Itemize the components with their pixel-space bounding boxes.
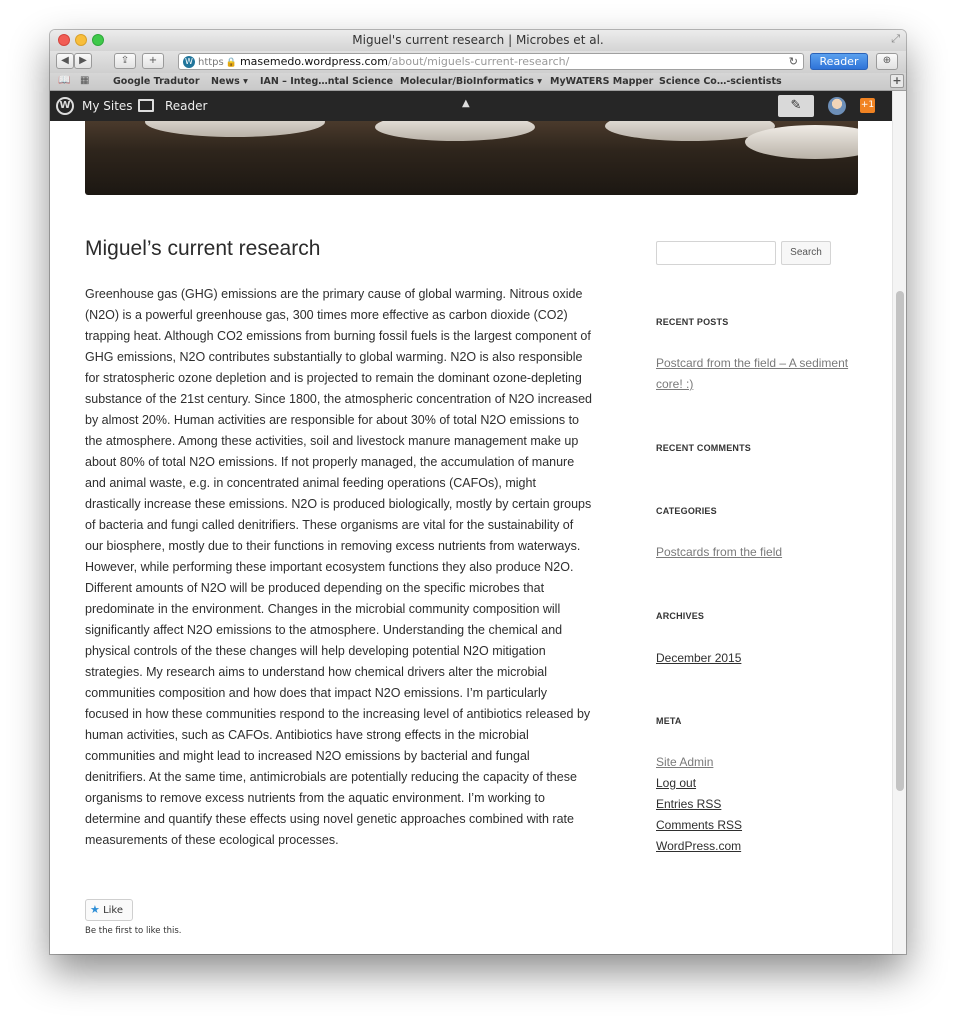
forward-button[interactable]: ▶: [74, 53, 92, 69]
bookmark-molecular[interactable]: Molecular/BioInformatics ▾: [400, 76, 543, 87]
bookmark-news[interactable]: News ▾: [211, 76, 248, 87]
header-image: [85, 121, 858, 195]
recent-post-link[interactable]: Postcard from the field – A sediment core! :): [656, 356, 849, 391]
url-scheme: https: [198, 57, 224, 68]
bookmark-mywaters[interactable]: MyWATERS Mapper: [550, 76, 654, 87]
scroll-thumb[interactable]: [896, 291, 904, 791]
lock-icon: 🔒: [225, 58, 237, 68]
reader-link[interactable]: Reader: [165, 99, 208, 113]
browser-window: [50, 30, 906, 954]
bookmarks-bar: [50, 73, 906, 91]
search-button[interactable]: Search: [781, 241, 831, 265]
reader-icon[interactable]: [138, 99, 154, 112]
categories-heading: CATEGORIES: [656, 506, 717, 516]
wp-admin-bar: [50, 91, 892, 121]
recent-posts-heading: RECENT POSTS: [656, 317, 729, 327]
bookmark-google-tradutor[interactable]: Google Tradutor: [113, 76, 200, 87]
like-button[interactable]: [85, 899, 133, 921]
meta-wordpress-link[interactable]: WordPress.com: [656, 839, 742, 853]
star-icon: ★: [90, 903, 100, 916]
like-label: Like: [103, 905, 123, 916]
url-domain: masemedo.wordpress.com: [239, 55, 388, 68]
category-link[interactable]: Postcards from the field: [656, 545, 783, 559]
back-button[interactable]: ◀: [56, 53, 74, 69]
recent-comments-heading: RECENT COMMENTS: [656, 443, 751, 453]
reload-icon[interactable]: ↻: [788, 55, 798, 68]
like-status-text: Be the first to like this.: [85, 926, 182, 936]
download-icon[interactable]: ⊕: [876, 53, 898, 70]
url-path: /about/miguels-current-research/: [387, 55, 570, 68]
window-title: Miguel's current research | Microbes et al.: [352, 33, 604, 47]
meta-logout-link[interactable]: Log out: [656, 776, 697, 790]
book-icon[interactable]: 📖: [58, 75, 71, 86]
article-body: Greenhouse gas (GHG) emissions are the primary cause of global warming. Nitrous oxide (N2O) is a powerful greenhouse gas, 300 times more effective as carbon dioxide (CO2) trapping heat. Although CO2 emissions from burning fossil fuels is the largest component of GHG emissions, N2O contributes substantially to global warming. N2O is also responsible for stratospheric ozone depletion and is projected to remain the dominant ozone-depleting substance of the 21st century. Since 1800, the atmospheric concentration of N2O increased by almost 20%. Human activities are responsible for about 30% of total N2O emissions to the atmosphere. Among these activities, soil and livestock manure management make up about 80% of total N2O emissions. If not properly managed, the accumulation of manure and animal waste, e.g. in concentrated animal feeding operations (CAFOs), might drastically increase these emissions. N2O is produced biologically, mostly by certain groups of bacteria and fungi called denitrifiers. These organisms are vital for the sustainability of our biosphere, mostly due to their functions in removing excess nutrients from waterways. However, while performing these important ecosystem functions they also produce N2O. Different amounts of N2O will be produced depending on the specific microbes that predominate in the environment. Changes in the microbial community composition will significantly affect N2O emissions to the atmosphere. Understanding the chemical and physical controls of the these changes will help developing potential N2O mitigation strategies. My research aims to understand how chemical drivers alter the microbial communities composition and how does that impact N2O emissions. I’m particularly focused in how these communities respond to the increasing level of antibiotics released by human activities, such as CAFOs. Antibiotics have strong effects in the microbial communities and might lead to increased N2O emissions by bacterial and fungal denitrifiers. At the same time, antimicrobials are potentially reducing the capacity of these organisms to remove excess nutrients from the aquatic environment. I’m working to determine and quantify these effects using novel genetic approaches combined with rate measurements of these ecological processes.: [85, 287, 593, 847]
archive-link[interactable]: December 2015: [656, 651, 742, 665]
search-input[interactable]: [656, 241, 776, 265]
reader-button[interactable]: Reader: [810, 53, 868, 70]
grid-icon[interactable]: ▦: [80, 75, 90, 86]
address-bar[interactable]: [178, 53, 804, 70]
my-sites-link[interactable]: My Sites: [82, 99, 133, 113]
notifications-icon[interactable]: +1: [860, 98, 875, 113]
bookmark-science[interactable]: Science Co…-scientists: [659, 76, 782, 87]
wordpress-logo-icon[interactable]: W: [56, 97, 74, 115]
fullscreen-icon[interactable]: ⤢: [891, 32, 900, 45]
avatar[interactable]: [828, 97, 846, 115]
scrollbar[interactable]: [892, 91, 906, 954]
wordpress-favicon-icon: W: [183, 56, 195, 68]
meta-entries-rss-link[interactable]: Entries RSS: [656, 797, 722, 811]
new-tab-icon[interactable]: +: [142, 53, 164, 69]
meta-site-admin-link[interactable]: Site Admin: [656, 755, 714, 769]
scroll-top-icon[interactable]: ▲: [462, 98, 470, 109]
title-bar: [50, 30, 906, 52]
share-icon[interactable]: ⇪: [114, 53, 136, 69]
meta-comments-rss-link[interactable]: Comments RSS: [656, 818, 743, 832]
write-post-icon[interactable]: ✎: [778, 95, 814, 117]
bookmark-ian[interactable]: IAN – Integ…ntal Science: [260, 76, 394, 87]
archives-heading: ARCHIVES: [656, 611, 705, 621]
page-title: Miguel’s current research: [85, 237, 321, 260]
meta-heading: META: [656, 716, 682, 726]
browser-toolbar: [50, 51, 906, 73]
add-tab-icon[interactable]: +: [890, 74, 904, 88]
